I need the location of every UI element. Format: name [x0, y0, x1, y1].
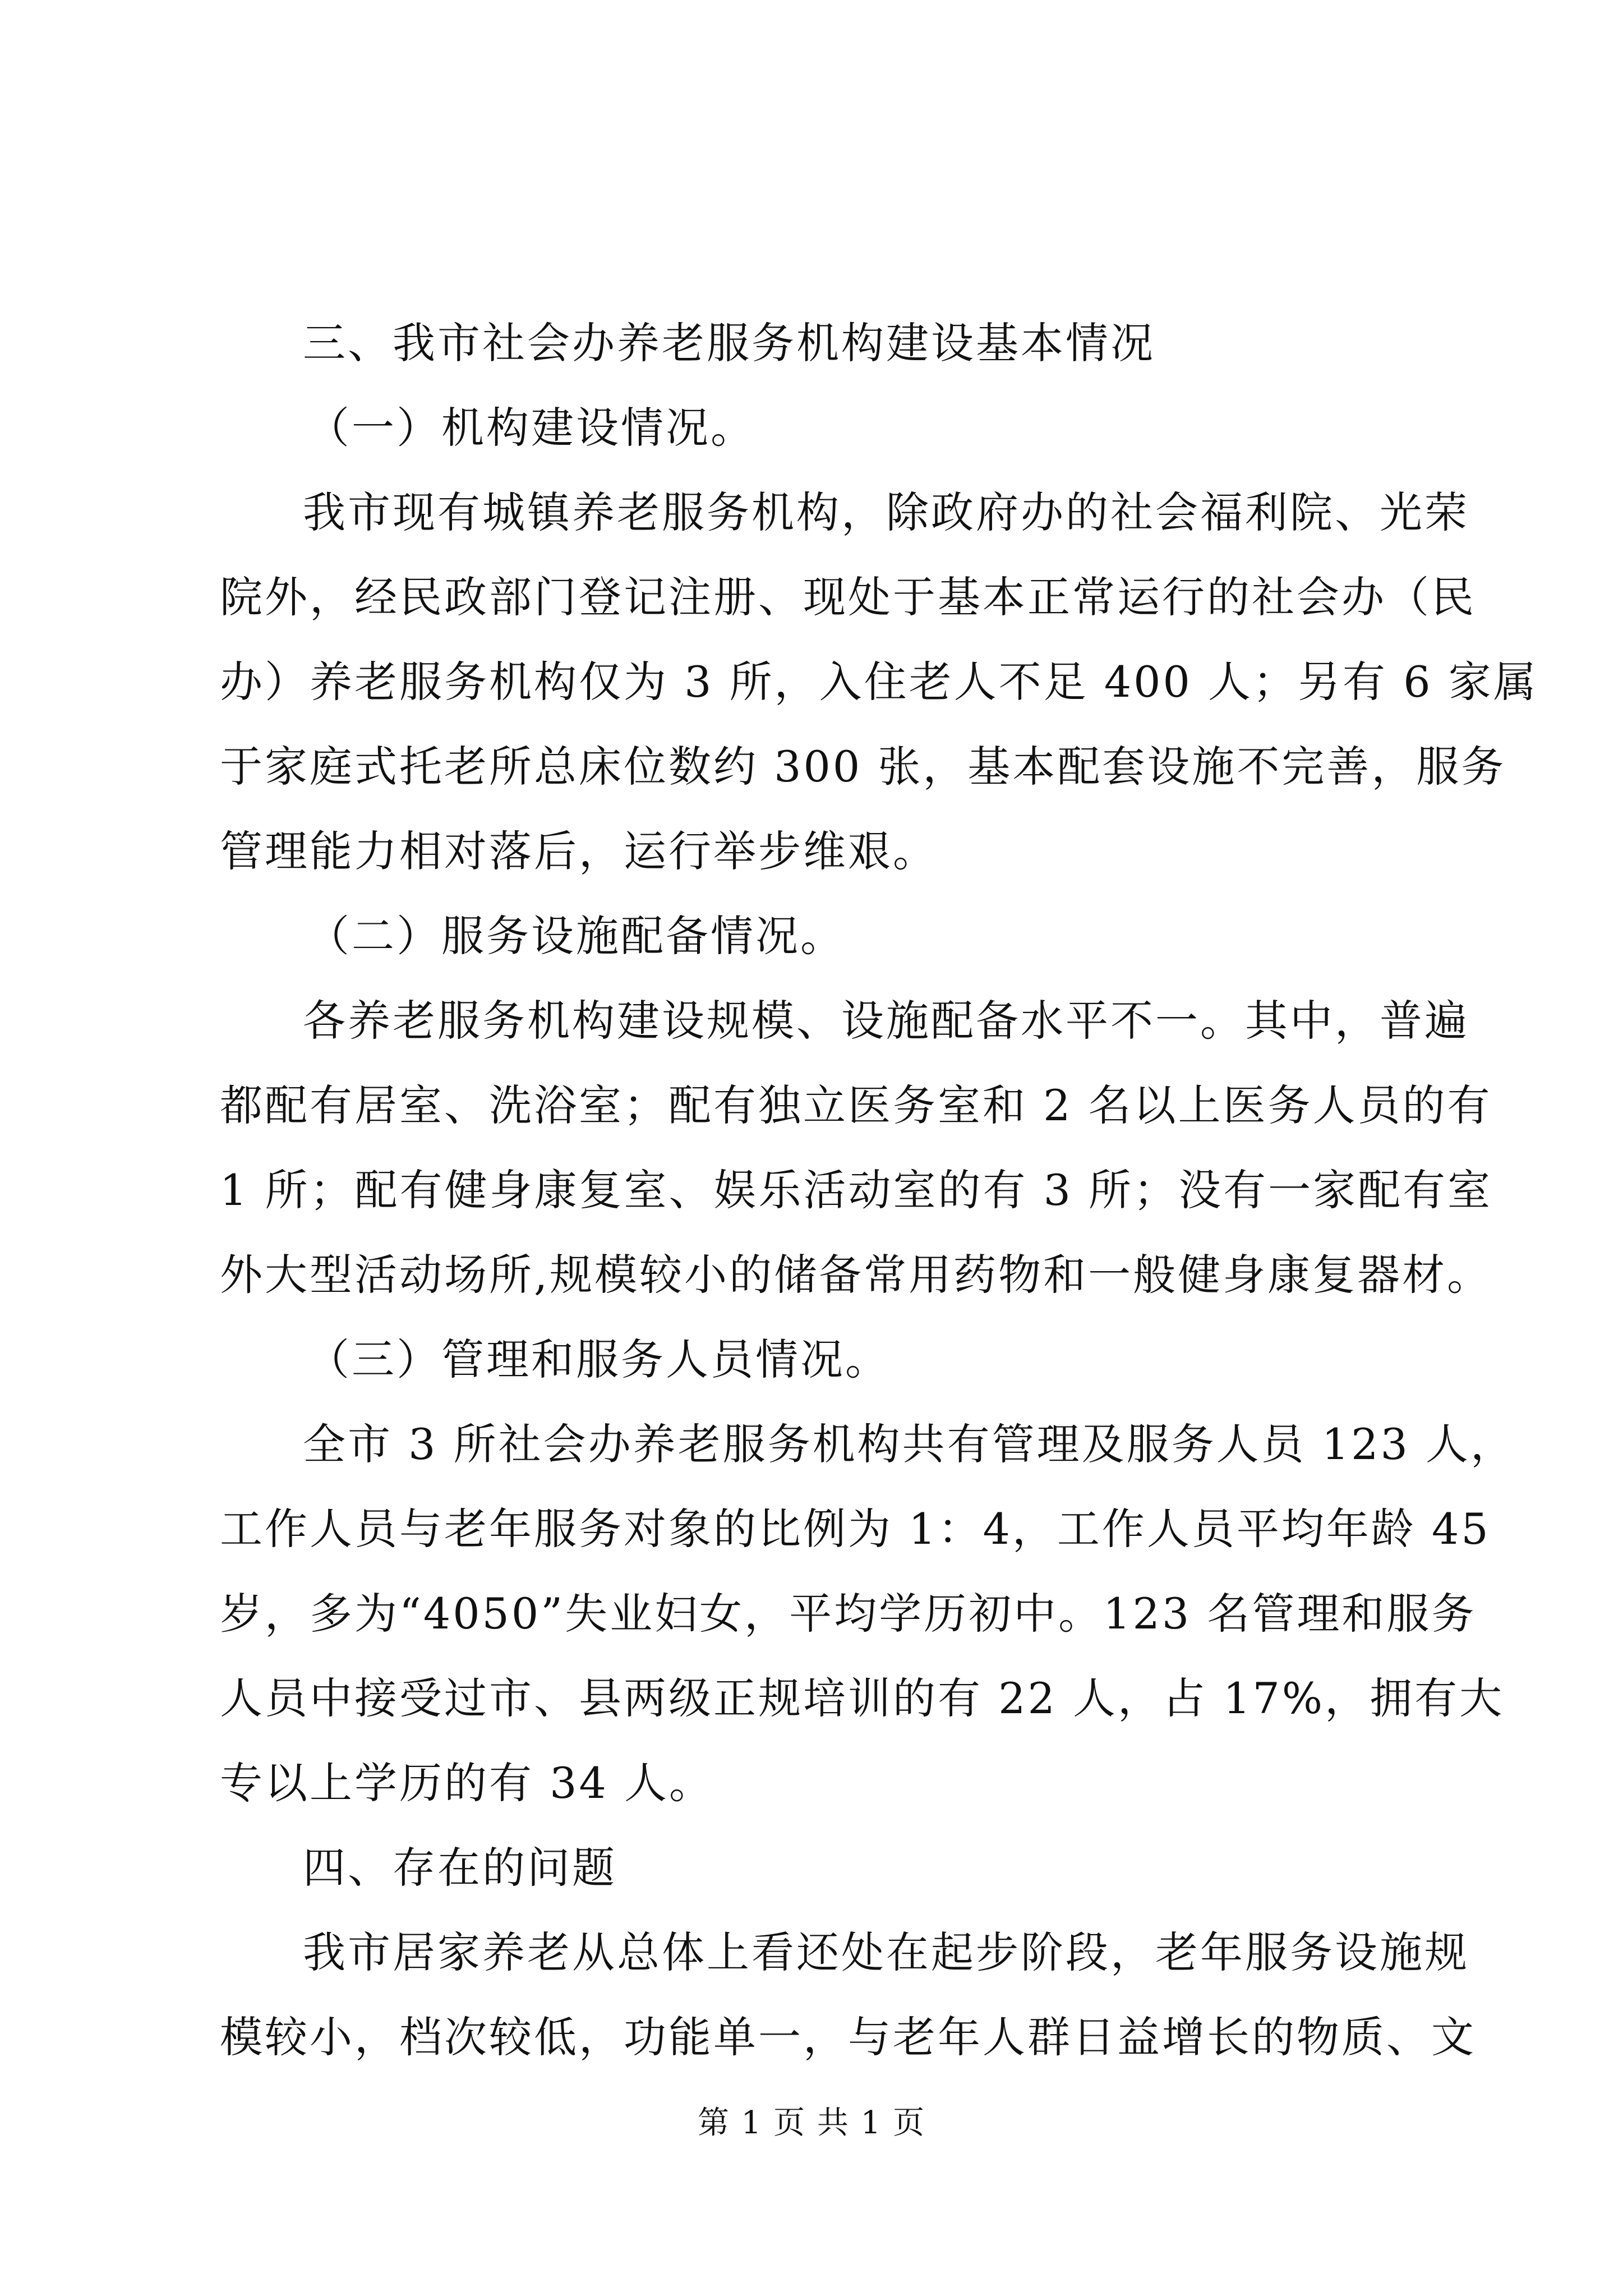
section-heading-3: 三、我市社会办养老服务机构建设基本情况	[303, 318, 1155, 368]
paragraph-line: 各养老服务机构建设规模、设施配备水平不一。其中，普遍	[303, 996, 1469, 1046]
paragraph-line: 于家庭式托老所总床位数约 300 张，基本配套设施不完善，服务	[220, 742, 1506, 792]
paragraph-line: 管理能力相对落后，运行举步维艰。	[220, 826, 938, 876]
paragraph-line: 办）养老服务机构仅为 3 所，入住老人不足 400 人；另有 6 家属	[220, 657, 1538, 707]
paragraph-line: 岁，多为“4050”失业妇女，平均学历初中。123 名管理和服务	[220, 1589, 1477, 1639]
paragraph-line: 都配有居室、洗浴室；配有独立医务室和 2 名以上医务人员的有	[220, 1080, 1492, 1130]
paragraph-line: 外大型活动场所,规模较小的储备常用药物和一般健身康复器材。	[220, 1250, 1492, 1300]
paragraph-line: 全市 3 所社会办养老服务机构共有管理及服务人员 123 人，	[303, 1419, 1516, 1469]
paragraph-line: 1 所；配有健身康复室、娱乐活动室的有 3 所；没有一家配有室	[220, 1165, 1493, 1215]
paragraph-line: 工作人员与老年服务对象的比例为 1：4，工作人员平均年龄 45	[220, 1504, 1491, 1554]
paragraph-line: 模较小，档次较低，功能单一，与老年人群日益增长的物质、文	[220, 2012, 1476, 2062]
body-text	[220, 301, 1538, 2079]
page-footer: 第 1 页 共 1 页	[697, 2105, 926, 2141]
paragraph-line: 专以上学历的有 34 人。	[220, 1758, 714, 1808]
paragraph-line: 人员中接受过市、县两级正规培训的有 22 人，占 17%，拥有大	[220, 1673, 1505, 1723]
paragraph-line: 院外，经民政部门登记注册、现处于基本正常运行的社会办（民	[220, 572, 1476, 622]
subheading-2: （二）服务设施配备情况。	[307, 911, 845, 961]
subheading-1: （一）机构建设情况。	[307, 403, 755, 453]
subheading-3: （三）管理和服务人员情况。	[307, 1335, 890, 1384]
paragraph-line: 我市现有城镇养老服务机构，除政府办的社会福利院、光荣	[303, 487, 1469, 537]
paragraph-line: 我市居家养老从总体上看还处在起步阶段，老年服务设施规	[303, 1927, 1469, 1977]
section-heading-4: 四、存在的问题	[303, 1843, 617, 1893]
